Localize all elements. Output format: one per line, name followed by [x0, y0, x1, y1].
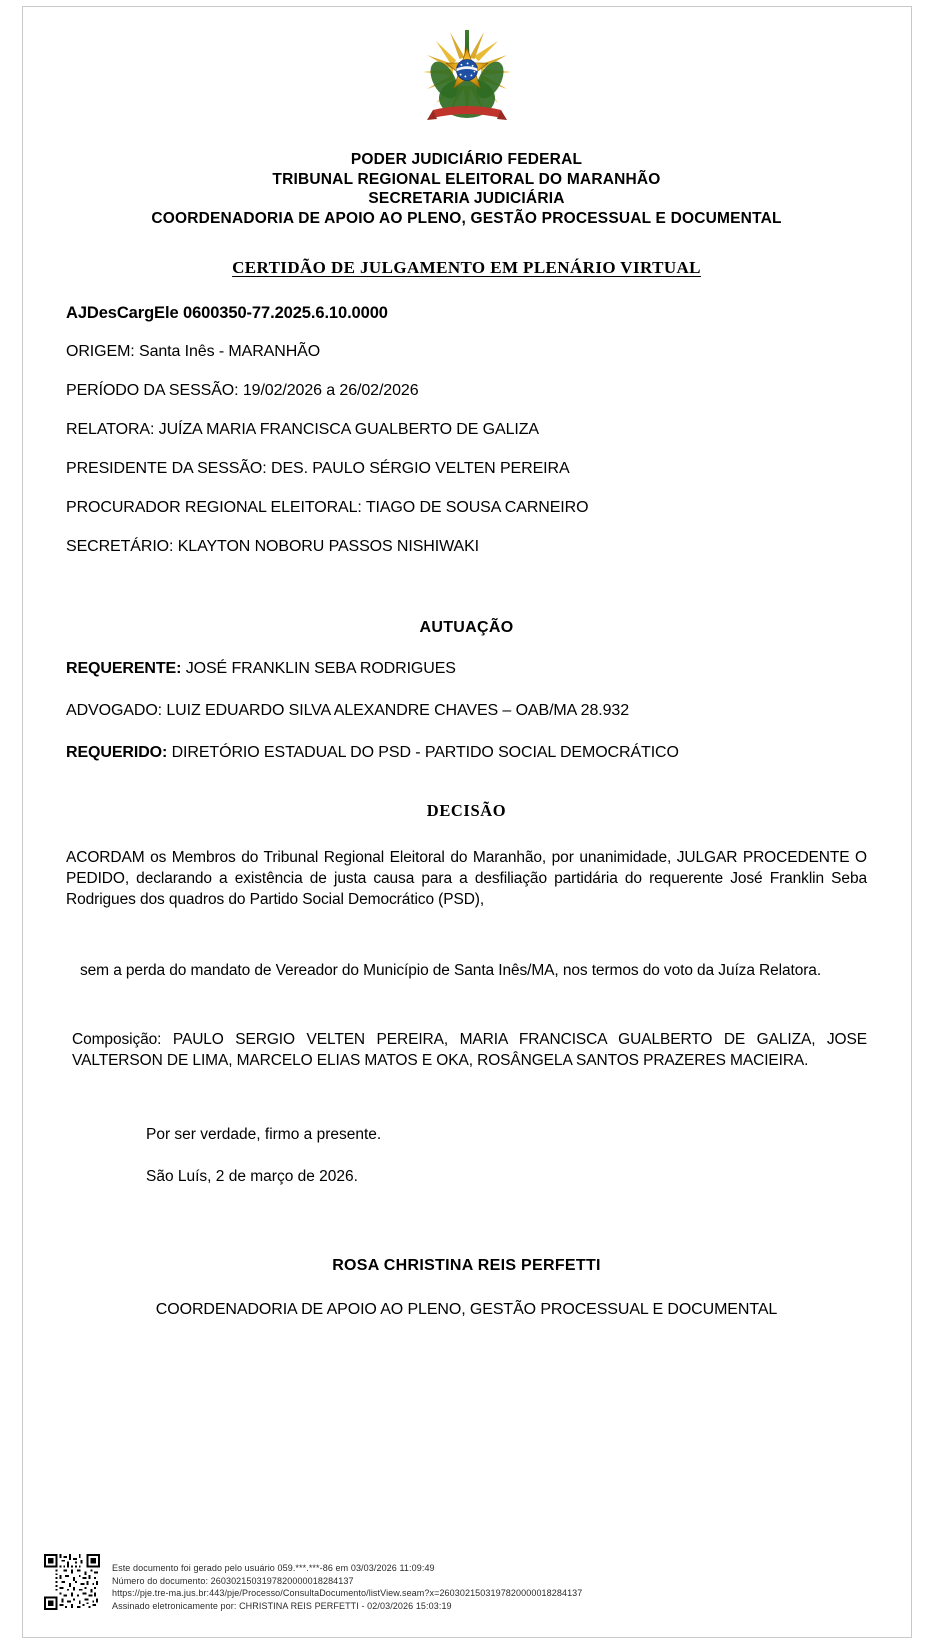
emblem-container: [66, 0, 867, 140]
meta-relatora: [66, 420, 867, 440]
party-requerente: [66, 659, 867, 679]
document-title: [66, 258, 867, 278]
qr-code-icon: [44, 1554, 100, 1610]
party-requerido-label: REQUERIDO:: [66, 744, 168, 761]
section-heading-autuacao: AUTUAÇÃO: [419, 619, 514, 636]
meta-secretario-value: KLAYTON NOBORU PASSOS NISHIWAKI: [177, 538, 479, 555]
meta-relatora-label: RELATORA:: [66, 421, 155, 438]
meta-procurador-label: PROCURADOR REGIONAL ELEITORAL:: [66, 499, 362, 516]
meta-periodo-sessao-value: 19/02/2026 a 26/02/2026: [242, 382, 419, 399]
meta-periodo-sessao-label: PERÍODO DA SESSÃO:: [66, 382, 239, 399]
party-advogado-label: ADVOGADO:: [66, 702, 163, 719]
case-number: AJDesCargEle 0600350-77.2025.6.10.0000: [66, 304, 388, 322]
meta-origem-value: Santa Inês - MARANHÃO: [139, 343, 321, 360]
party-advogado-value: LUIZ EDUARDO SILVA ALEXANDRE CHAVES – OAB/MA 28.932: [166, 702, 630, 719]
meta-origem-label: ORIGEM:: [66, 343, 135, 360]
footer-signed-by: Assinado eletronicamente por: CHRISTINA REIS PERFETTI - 02/03/2026 15:03:19: [112, 1600, 452, 1611]
footer-url: https://pje.tre-ma.jus.br:443/pje/Processo/ConsultaDocumento/listView.seam?x=2603021503197820000018284137: [112, 1588, 583, 1599]
signature-role: COORDENADORIA DE APOIO AO PLENO, GESTÃO PROCESSUAL E DOCUMENTAL: [155, 1301, 778, 1318]
meta-presidente-sessao-label: PRESIDENTE DA SESSÃO:: [66, 460, 267, 477]
section-heading-decisao: DECISÃO: [426, 801, 507, 820]
meta-origem: [66, 342, 867, 362]
organization-header: [66, 150, 867, 228]
org-line-1: PODER JUDICIÁRIO FEDERAL: [350, 151, 583, 168]
org-line-3: SECRETARIA JUDICIÁRIA: [368, 190, 565, 207]
document-title-text: CERTIDÃO DE JULGAMENTO EM PLENÁRIO VIRTUAL: [232, 258, 701, 277]
org-line-4: COORDENADORIA DE APOIO AO PLENO, GESTÃO PROCESSUAL E DOCUMENTAL: [151, 209, 782, 227]
decision-paragraph-1: ACORDAM os Membros do Tribunal Regional Eleitoral do Maranhão, por unanimidade, JULGAR PROCEDENTE O PEDIDO, declarando a existência de justa causa para a desfiliação partidária do requerente José Franklin Seba Rodrigues dos quadros do Partido Social Democrático (PSD),: [66, 849, 867, 908]
footer-text-block: [112, 1554, 582, 1612]
meta-procurador-value: TIAGO DE SOUSA CARNEIRO: [365, 499, 589, 516]
org-line-2: TRIBUNAL REGIONAL ELEITORAL DO MARANHÃO: [272, 170, 661, 188]
footer-generated-by: Este documento foi gerado pelo usuário 059.***.***-86 em 03/03/2026 11:09:49: [112, 1563, 435, 1574]
decision-paragraph-2: sem a perda do mandato de Vereador do Município de Santa Inês/MA, nos termos do voto da Juíza Relatora.: [80, 962, 822, 979]
decision-composition: Composição: PAULO SERGIO VELTEN PEREIRA, MARIA FRANCISCA GUALBERTO DE GALIZA, JOSE VALTERSON DE LIMA, MARCELO ELIAS MATOS E OKA, ROSÂNGELA SANTOS PRAZERES MACIEIRA.: [72, 1031, 867, 1069]
closing-statement: Por ser verdade, firmo a presente.: [146, 1126, 382, 1143]
signature-name: ROSA CHRISTINA REIS PERFETTI: [332, 1257, 601, 1274]
meta-presidente-sessao: [66, 459, 867, 479]
meta-periodo-sessao: [66, 381, 867, 401]
meta-secretario: [66, 537, 867, 557]
party-requerido: [66, 743, 867, 763]
party-requerente-label: REQUERENTE:: [66, 660, 182, 677]
meta-presidente-sessao-value: DES. PAULO SÉRGIO VELTEN PEREIRA: [271, 460, 570, 477]
brasao-republica-federativa-do-brasil-icon: [421, 24, 513, 132]
party-requerido-value: DIRETÓRIO ESTADUAL DO PSD - PARTIDO SOCIAL DEMOCRÁTICO: [171, 744, 679, 761]
meta-relatora-value: JUÍZA MARIA FRANCISCA GUALBERTO DE GALIZA: [158, 421, 539, 438]
footer-document-number: Número do documento: 2603021503197820000018284137: [112, 1575, 354, 1586]
closing-place-date: São Luís, 2 de março de 2026.: [146, 1168, 358, 1185]
document-footer: [44, 1554, 894, 1612]
meta-secretario-label: SECRETÁRIO:: [66, 538, 174, 555]
party-advogado: [66, 701, 867, 721]
party-requerente-value: JOSÉ FRANKLIN SEBA RODRIGUES: [185, 660, 456, 677]
meta-procurador-regional-eleitoral: [66, 498, 867, 518]
